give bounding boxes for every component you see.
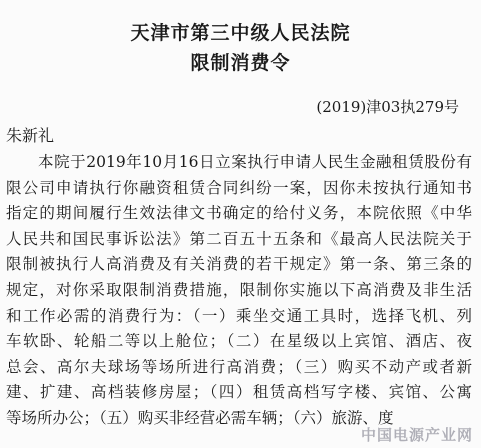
body-line: 本院于2019年10月16日立案执行申请人民生金融租赁股份有 xyxy=(38,153,472,171)
case-number: (2019)津03执279号 xyxy=(316,98,459,116)
body-line: 限制被执行人高消费及有关消费的若干规定》第一条、第三条的 xyxy=(6,255,472,274)
body-line: 限公司申请执行你融资租赁合同纠纷一案，因你未按执行通知书 xyxy=(6,178,472,197)
body-line: 和工作必需的消费行为：（一）乘坐交通工具时，选择飞机、列 xyxy=(6,306,472,325)
document-title: 限制消费令 xyxy=(190,52,291,74)
document-body xyxy=(6,150,472,432)
body-line: 车软卧、轮船二等以上舱位；（二）在星级以上宾馆、酒店、夜 xyxy=(6,332,472,351)
recipient-name: 朱新礼 xyxy=(6,126,55,145)
court-name: 天津市第三中级人民法院 xyxy=(130,22,351,44)
body-line: 等场所办公；（五）购买非经营必需车辆；（六）旅游、度 xyxy=(6,408,394,427)
body-line: 总会、高尔夫球场等场所进行高消费；（三）购买不动产或者新 xyxy=(6,357,472,376)
body-line: 建、扩建、高档装修房屋；（四）租赁高档写字楼、宾馆、公寓 xyxy=(6,383,472,402)
site-watermark: 中国电源产业网 xyxy=(360,426,473,444)
body-line: 规定，对你采取限制消费措施，限制你实施以下高消费及非生活 xyxy=(6,280,472,299)
body-line: 人民共和国民事诉讼法》第二百五十五条和《最高人民法院关于 xyxy=(6,229,472,248)
body-line: 指定的期间履行生效法律文书确定的给付义务，本院依照《中华 xyxy=(6,204,472,223)
